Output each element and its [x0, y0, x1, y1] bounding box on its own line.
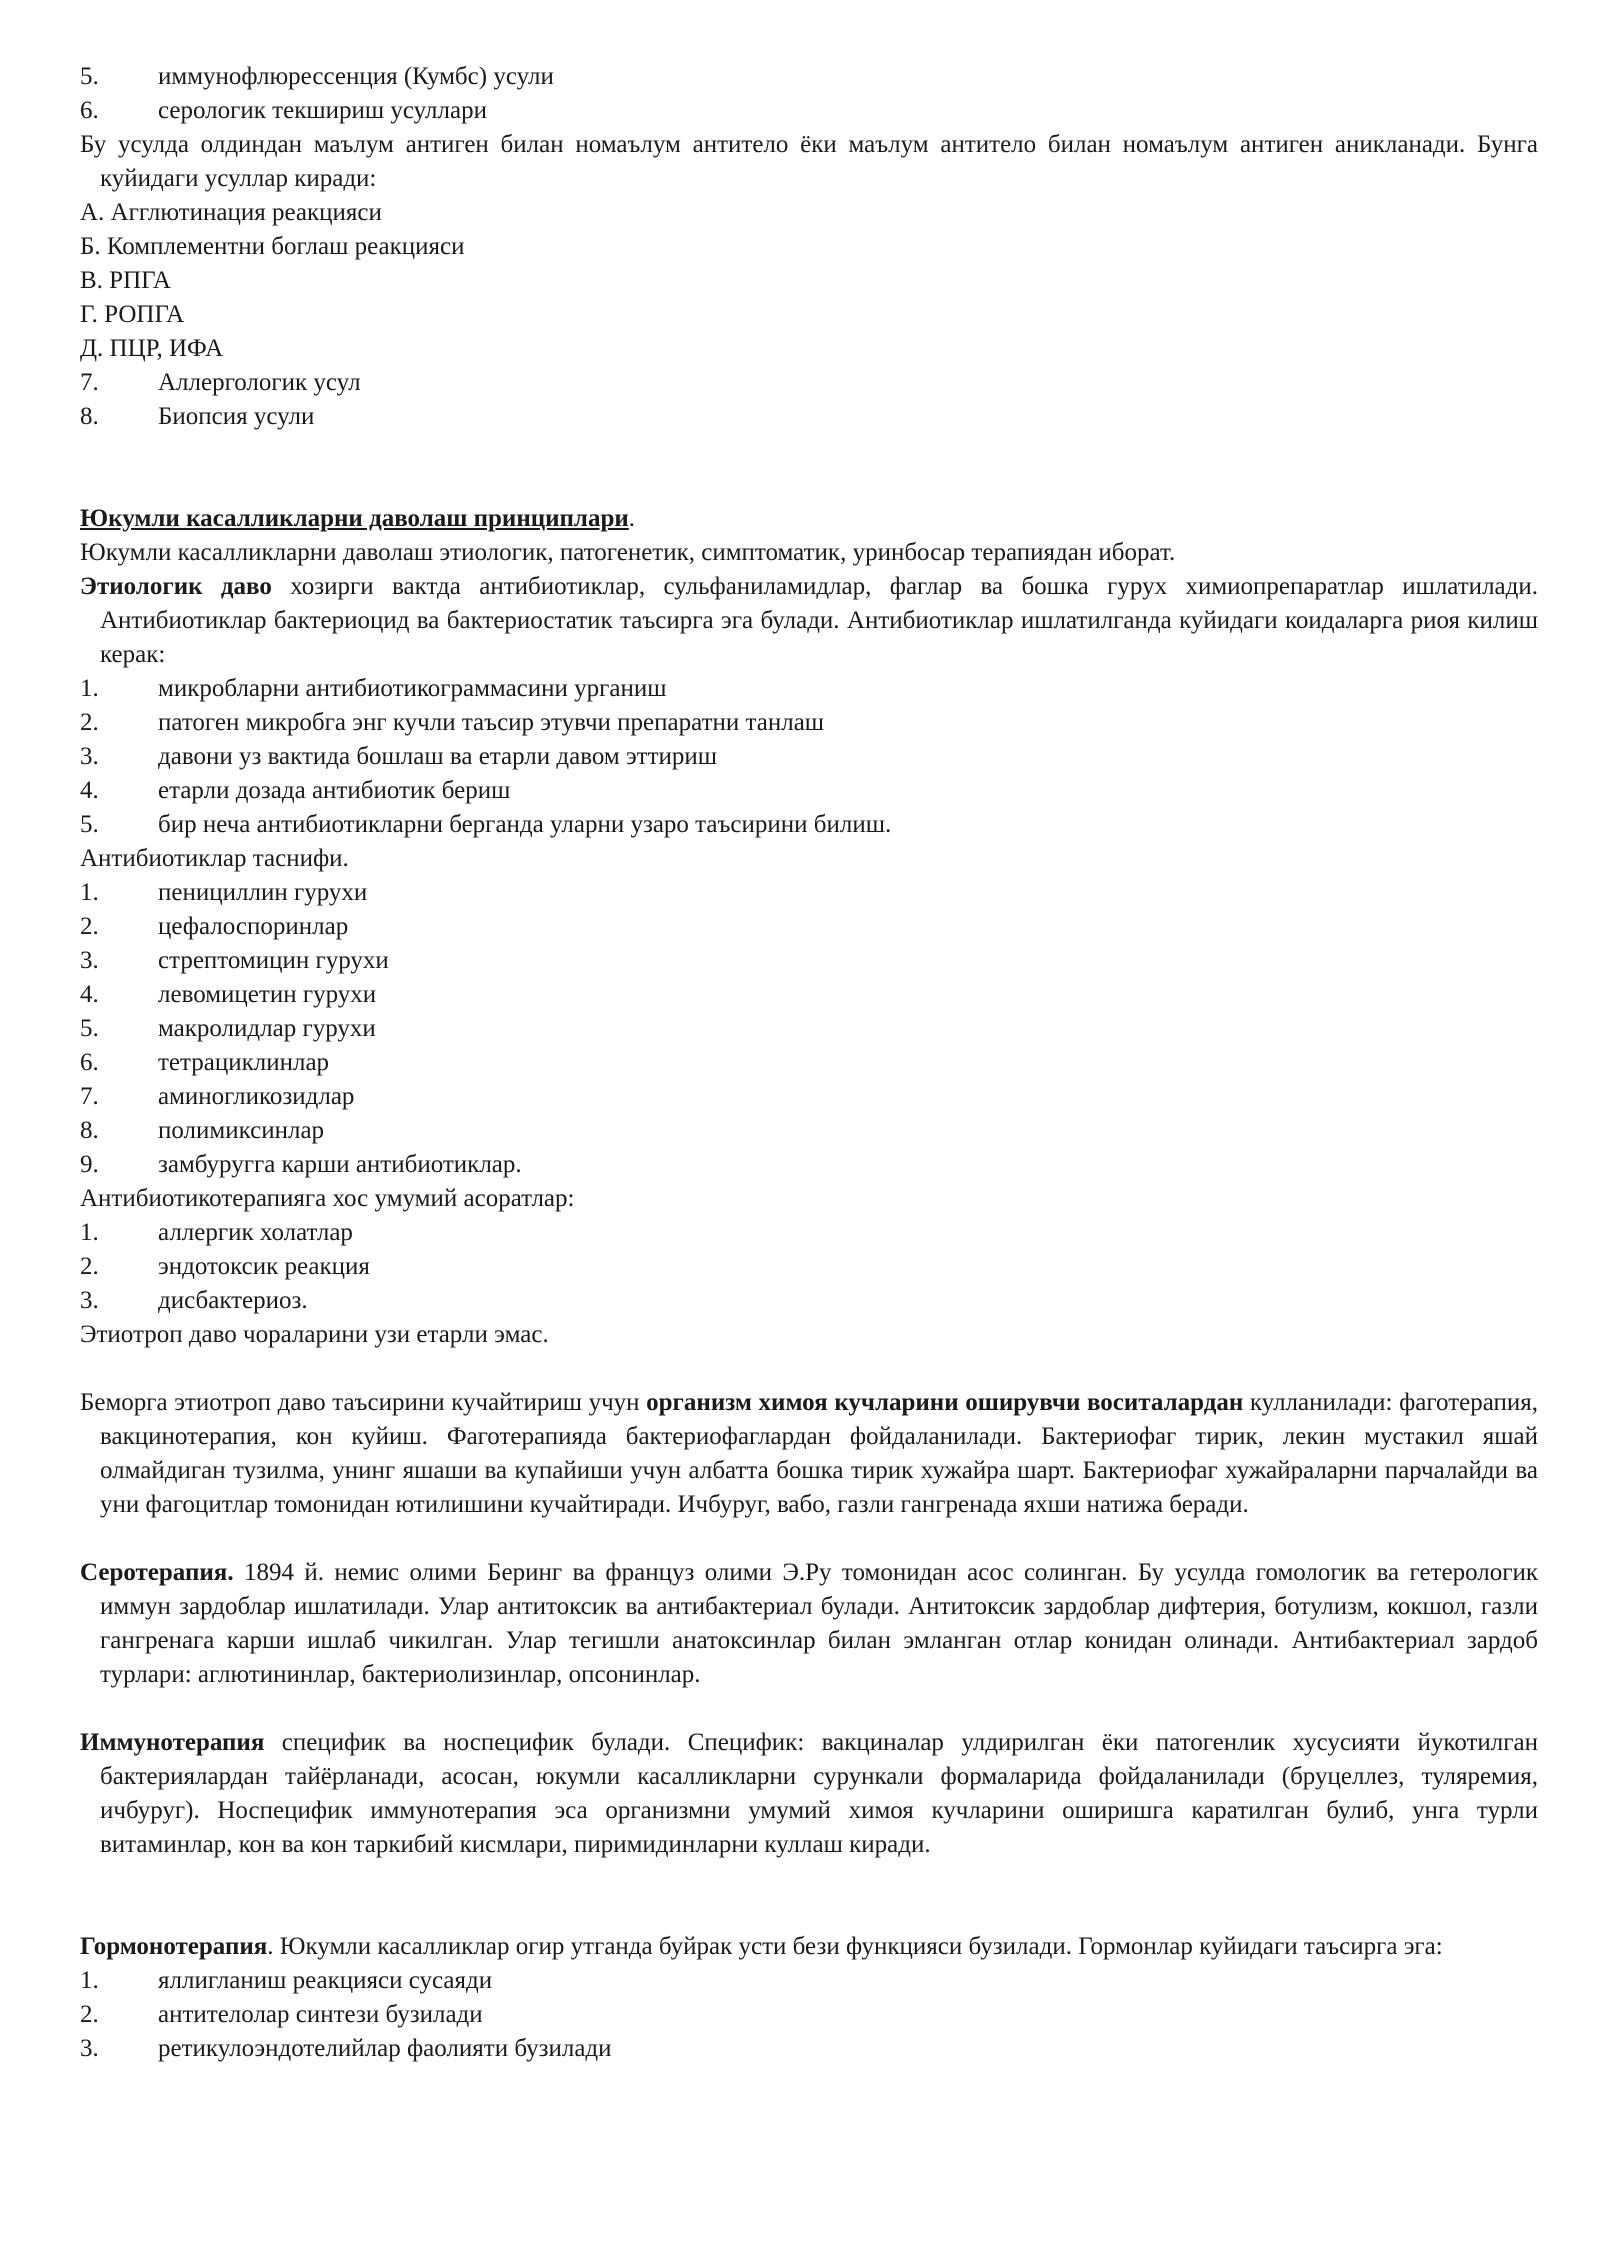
list-text: дисбактериоз.: [158, 1287, 308, 1314]
list-text: эндотоксик реакция: [158, 1253, 370, 1280]
list-text: пенициллин гурухи: [158, 879, 368, 906]
list-number: 3.: [80, 2035, 99, 2062]
list-number: 1.: [80, 1219, 99, 1246]
list-number: 7.: [80, 1083, 99, 1110]
list-item: [80, 366, 1538, 400]
list-number: 5.: [80, 811, 99, 838]
complications-title: Антибиотикотерапияга хос умумий асоратлар:: [80, 1185, 575, 1212]
list-number: 1.: [80, 879, 99, 906]
hormonotherapy-term: Гормонотерапия: [80, 1933, 268, 1960]
immunotherapy-paragraph: [80, 1726, 1538, 1862]
list-item: [80, 1012, 1538, 1046]
list-item: [80, 1148, 1538, 1182]
list-item: [80, 2032, 1538, 2066]
list-number: 6.: [80, 97, 99, 124]
list-number: 3.: [80, 743, 99, 770]
list-text: Аллергологик усул: [158, 369, 361, 396]
strengthen-before: Беморга этиотроп даво таъсирини кучайтириш учун: [80, 1389, 647, 1416]
serotherapy-term: Серотерапия.: [80, 1559, 234, 1586]
list-item: [80, 706, 1538, 740]
immunotherapy-term: Иммунотерапия: [80, 1729, 265, 1756]
strengthen-term: организм химоя кучларини оширувчи воситалардан: [646, 1389, 1244, 1416]
classes-title: Антибиотиклар таснифи.: [80, 845, 349, 872]
list-item: [80, 1080, 1538, 1114]
list-item: [80, 60, 1538, 94]
document-page: [80, 60, 1538, 2066]
letter-item: А. Агглютинация реакцияси: [80, 199, 382, 226]
list-number: 1.: [80, 675, 99, 702]
list-number: 2.: [80, 1253, 99, 1280]
list-item: [80, 876, 1538, 910]
list-item: [80, 978, 1538, 1012]
list-number: 8.: [80, 1117, 99, 1144]
letter-item: Г. РОПГА: [80, 301, 185, 328]
list-number: 5.: [80, 1015, 99, 1042]
list-item: [80, 910, 1538, 944]
hormonotherapy-text: . Юкумли касалликлар огир утганда буйрак усти бези функцияси бузилади. Гормонлар куйидаги таъсирга эга:: [267, 1933, 1443, 1960]
list-number: 1.: [80, 1967, 99, 1994]
list-text: антителолар синтези бузилади: [158, 2001, 483, 2028]
strengthen-after: кулланилади: фаготерапия, вакцинотерапия, кон куйиш. Фаготерапияда бактериофаглардан фойдаланилади. Бактериофаг тирик, лекин мустакил яшай олмайдиган тузилма, унинг яшаши ва купайиши учун албатта бошка тирик хужайра шарт. Бактериофаг хужайраларни парчалайди ва уни фагоцитлар томонидан ютилишини кучайтиради. Ичбуруг, вабо, газли гангренада яхши натижа беради.: [100, 1389, 1538, 1518]
list-number: 3.: [80, 947, 99, 974]
list-number: 7.: [80, 369, 99, 396]
list-number: 2.: [80, 2001, 99, 2028]
list-number: 4.: [80, 981, 99, 1008]
etiology-text: хозирги вактда антибиотиклар, сульфаниламидлар, фаглар ва бошка гурух химиопрепаратлар ишлатилади. Антибиотиклар бактериоцид ва бактериостатик таъсирга эга булади. Антибиотиклар ишлатилганда куйидаги коидаларга риоя килиш керак:: [100, 573, 1538, 668]
letter-item: Д. ПЦР, ИФА: [80, 335, 224, 362]
list-number: 4.: [80, 777, 99, 804]
list-text: ретикулоэндотелийлар фаолияти бузилади: [158, 2035, 612, 2062]
list-text: патоген микробга энг кучли таъсир этувчи препаратни танлаш: [158, 709, 825, 736]
list-text: аллергик холатлар: [158, 1219, 353, 1246]
list-item: [80, 1114, 1538, 1148]
list-item: [80, 1046, 1538, 1080]
section-heading: [80, 502, 1538, 536]
list-item: [80, 740, 1538, 774]
letter-item: В. РПГА: [80, 267, 171, 294]
list-item: [80, 1284, 1538, 1318]
list-text: полимиксинлар: [158, 1117, 325, 1144]
list-number: 2.: [80, 709, 99, 736]
etiology-paragraph: [80, 570, 1538, 672]
list-text: замбуругга карши антибиотиклар.: [158, 1151, 522, 1178]
list-item: [80, 1998, 1538, 2032]
list-text: етарли дозада антибиотик бериш: [158, 777, 511, 804]
list-number: 3.: [80, 1287, 99, 1314]
list-text: тетрациклинлар: [158, 1049, 330, 1076]
list-text: серологик текшириш усуллари: [158, 97, 487, 124]
serology-intro: Бу усулда олдиндан маълум антиген билан номаълум антитело ёки маълум антитело билан номаълум антиген аникланади. Бунга куйидаги усуллар киради:: [80, 131, 1538, 192]
list-item: [80, 94, 1538, 128]
list-item: [80, 944, 1538, 978]
list-text: Биопсия усули: [158, 403, 315, 430]
list-text: иммунофлюрессенция (Кумбс) усули: [158, 63, 554, 90]
immunotherapy-text: специфик ва носпецифик булади. Специфик: вакциналар улдирилган ёки патогенлик хусусияти йукотилган бактериялардан тайёрланади, асосан, юкумли касалликларни сурункали формаларида фойдаланилади (бруцеллез, туляремия, ичбуруг). Носпецифик иммунотерапия эса организмни умумий химоя кучларини оширишга каратилган булиб, унга турли витаминлар, кон ва кон таркибий кисмлари, пиримидинларни куллаш киради.: [100, 1729, 1538, 1858]
list-number: 2.: [80, 913, 99, 940]
list-item: [80, 1964, 1538, 1998]
list-text: аминогликозидлар: [158, 1083, 355, 1110]
list-item: [80, 808, 1538, 842]
list-number: 9.: [80, 1151, 99, 1178]
letter-item: Б. Комплементни боглаш реакцияси: [80, 233, 465, 260]
strengthen-paragraph: [80, 1386, 1538, 1522]
list-item: [80, 1250, 1538, 1284]
section-heading-dot: .: [628, 505, 636, 532]
list-number: 6.: [80, 1049, 99, 1076]
list-text: бир неча антибиотикларни берганда уларни узаро таъсирини билиш.: [158, 811, 892, 838]
list-item: [80, 672, 1538, 706]
list-item: [80, 774, 1538, 808]
list-text: цефалоспоринлар: [158, 913, 349, 940]
list-text: левомицетин гурухи: [158, 981, 377, 1008]
etiotrop-note: Этиотроп даво чораларини узи етарли эмас.: [80, 1321, 549, 1348]
section-intro: Юкумли касалликларни даволаш этиологик, патогенетик, симптоматик, уринбосар терапиядан иборат.: [80, 539, 1176, 566]
list-number: 8.: [80, 403, 99, 430]
section-heading-text: Юкумли касалликларни даволаш принциплари: [80, 505, 629, 532]
list-item: [80, 1216, 1538, 1250]
etiology-term: Этиологик даво: [80, 573, 272, 600]
list-text: яллигланиш реакцияси сусаяди: [158, 1967, 493, 1994]
list-text: стрептомицин гурухи: [158, 947, 389, 974]
list-text: макролидлар гурухи: [158, 1015, 376, 1042]
list-text: давони уз вактида бошлаш ва етарли давом эттириш: [158, 743, 718, 770]
hormonotherapy-paragraph: [80, 1930, 1538, 1964]
serotherapy-paragraph: [80, 1556, 1538, 1692]
serotherapy-text: 1894 й. немис олими Беринг ва француз олими Э.Ру томонидан асос солинган. Бу усулда гомологик ва гетерологик иммун зардоблар ишлатилади. Улар антитоксик ва антибактериал булади. Антитоксик зардоблар дифтерия, ботулизм, кокшол, газли гангренага карши ишлаб чикилган. Улар тегишли анатоксинлар билан эмланган отлар конидан олинади. Антибактериал зардоб турлари: аглютининлар, бактериолизинлар, опсонинлар.: [100, 1559, 1538, 1688]
list-text: микробларни антибиотикограммасини урганиш: [158, 675, 667, 702]
list-number: 5.: [80, 63, 99, 90]
list-item: [80, 400, 1538, 434]
